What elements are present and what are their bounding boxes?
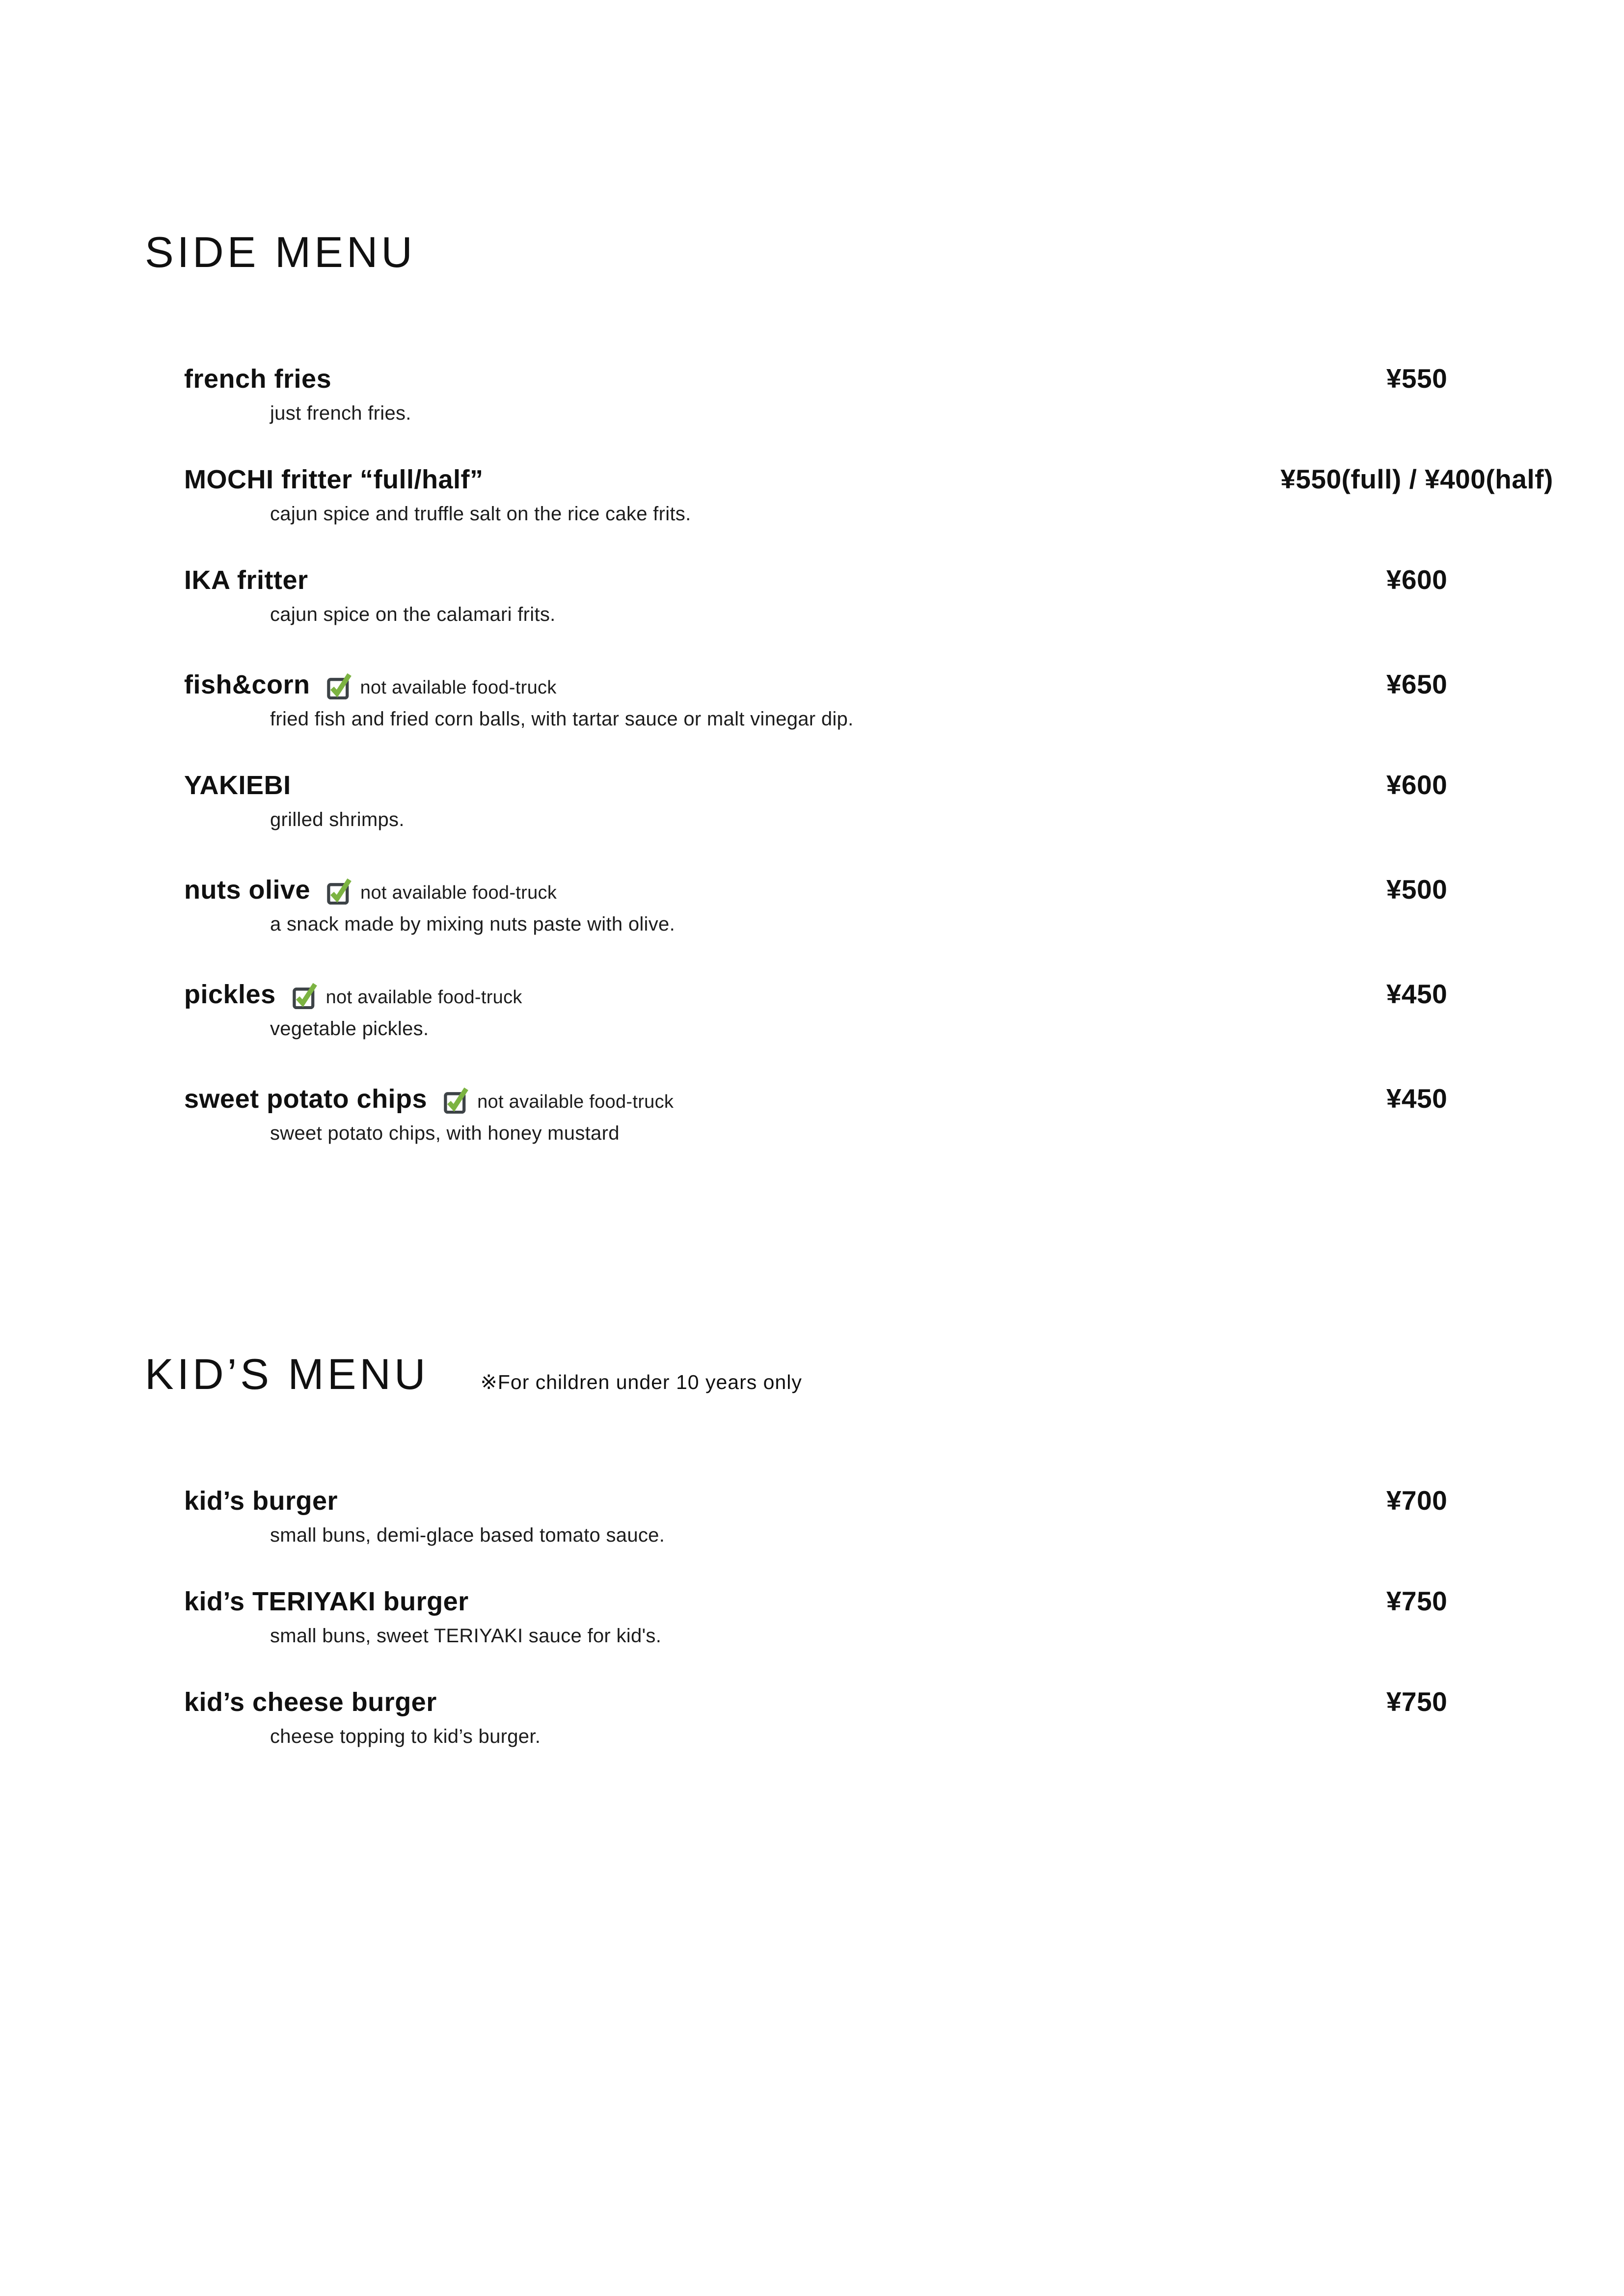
item-price: ¥750 <box>1386 1686 1448 1717</box>
availability-badge <box>443 1079 674 1113</box>
menu-item <box>184 1686 1589 1749</box>
item-description: small buns, sweet TERIYAKI sauce for kid's. <box>270 1625 662 1647</box>
item-description: grilled shrimps. <box>270 809 405 830</box>
availability-badge <box>326 870 557 904</box>
item-line <box>184 1586 1589 1617</box>
item-price: ¥450 <box>1386 979 1448 1009</box>
item-name: MOCHI fritter “full/half” <box>184 465 484 494</box>
menu-item <box>184 1079 1589 1146</box>
item-price: ¥750 <box>1386 1586 1448 1616</box>
menu-item <box>184 975 1589 1041</box>
item-price: ¥600 <box>1386 564 1448 595</box>
item-name: IKA fritter <box>184 565 308 595</box>
menu-item-list <box>145 363 1589 1146</box>
item-price: ¥650 <box>1386 669 1448 699</box>
item-line <box>184 1079 1589 1114</box>
availability-badge <box>292 975 522 1008</box>
item-name: YAKIEBI <box>184 771 291 800</box>
item-price: ¥500 <box>1386 874 1448 905</box>
item-name: kid’s cheese burger <box>184 1687 437 1717</box>
menu-item <box>184 770 1589 832</box>
item-line <box>184 363 1589 394</box>
menu-section <box>145 230 1589 1146</box>
item-line <box>184 665 1589 700</box>
item-price: ¥450 <box>1386 1083 1448 1114</box>
item-description: small buns, demi-glace based tomato sauce. <box>270 1524 665 1546</box>
item-description: cheese topping to kid’s burger. <box>270 1726 541 1747</box>
item-description: just french fries. <box>270 402 411 424</box>
item-line <box>184 870 1589 905</box>
menu-item <box>184 363 1589 426</box>
menu-item <box>184 870 1589 936</box>
availability-badge-label: not available food-truck <box>360 882 557 903</box>
item-name: kid’s TERIYAKI burger <box>184 1587 469 1616</box>
checked-checkbox-icon <box>326 671 352 699</box>
menu-item <box>184 665 1589 731</box>
item-line <box>184 975 1589 1010</box>
section-note: ※For children under 10 years only <box>480 1371 802 1393</box>
item-name: fish&corn <box>184 670 310 699</box>
menu-item <box>184 564 1589 627</box>
item-name: kid’s burger <box>184 1486 338 1516</box>
menu-item <box>184 1485 1589 1548</box>
section-header <box>145 230 1589 275</box>
item-name: sweet potato chips <box>184 1084 428 1114</box>
item-description: fried fish and fried corn balls, with tartar sauce or malt vinegar dip. <box>270 708 854 730</box>
checked-checkbox-icon <box>326 876 352 905</box>
item-name: french fries <box>184 364 332 394</box>
availability-badge <box>326 665 557 698</box>
item-name: nuts olive <box>184 875 311 905</box>
item-description: vegetable pickles. <box>270 1018 429 1040</box>
item-price: ¥700 <box>1386 1485 1448 1516</box>
item-description: cajun spice and truffle salt on the rice cake frits. <box>270 503 691 525</box>
item-line <box>184 1485 1589 1516</box>
item-description: a snack made by mixing nuts paste with olive. <box>270 913 676 935</box>
item-line <box>184 770 1589 801</box>
section-title: KID’S MENU <box>145 1350 429 1398</box>
item-line <box>184 564 1589 595</box>
section-title: SIDE MENU <box>145 228 416 276</box>
section-header <box>145 1352 1589 1397</box>
item-description: sweet potato chips, with honey mustard <box>270 1122 620 1144</box>
menu-item-list <box>145 1485 1589 1749</box>
item-name: pickles <box>184 980 276 1009</box>
item-description: cajun spice on the calamari frits. <box>270 604 556 625</box>
availability-badge-label: not available food-truck <box>477 1092 674 1112</box>
item-line <box>184 1686 1589 1717</box>
menu-item <box>184 464 1589 526</box>
availability-badge-label: not available food-truck <box>360 677 557 698</box>
item-price: ¥550(full) / ¥400(half) <box>1280 464 1553 494</box>
item-line <box>184 464 1589 495</box>
menu-item <box>184 1586 1589 1648</box>
availability-badge-label: not available food-truck <box>325 987 522 1008</box>
checked-checkbox-icon <box>292 981 318 1009</box>
item-price: ¥550 <box>1386 363 1448 394</box>
menu-section <box>145 1352 1589 1749</box>
item-price: ¥600 <box>1386 770 1448 800</box>
checked-checkbox-icon <box>443 1085 469 1114</box>
